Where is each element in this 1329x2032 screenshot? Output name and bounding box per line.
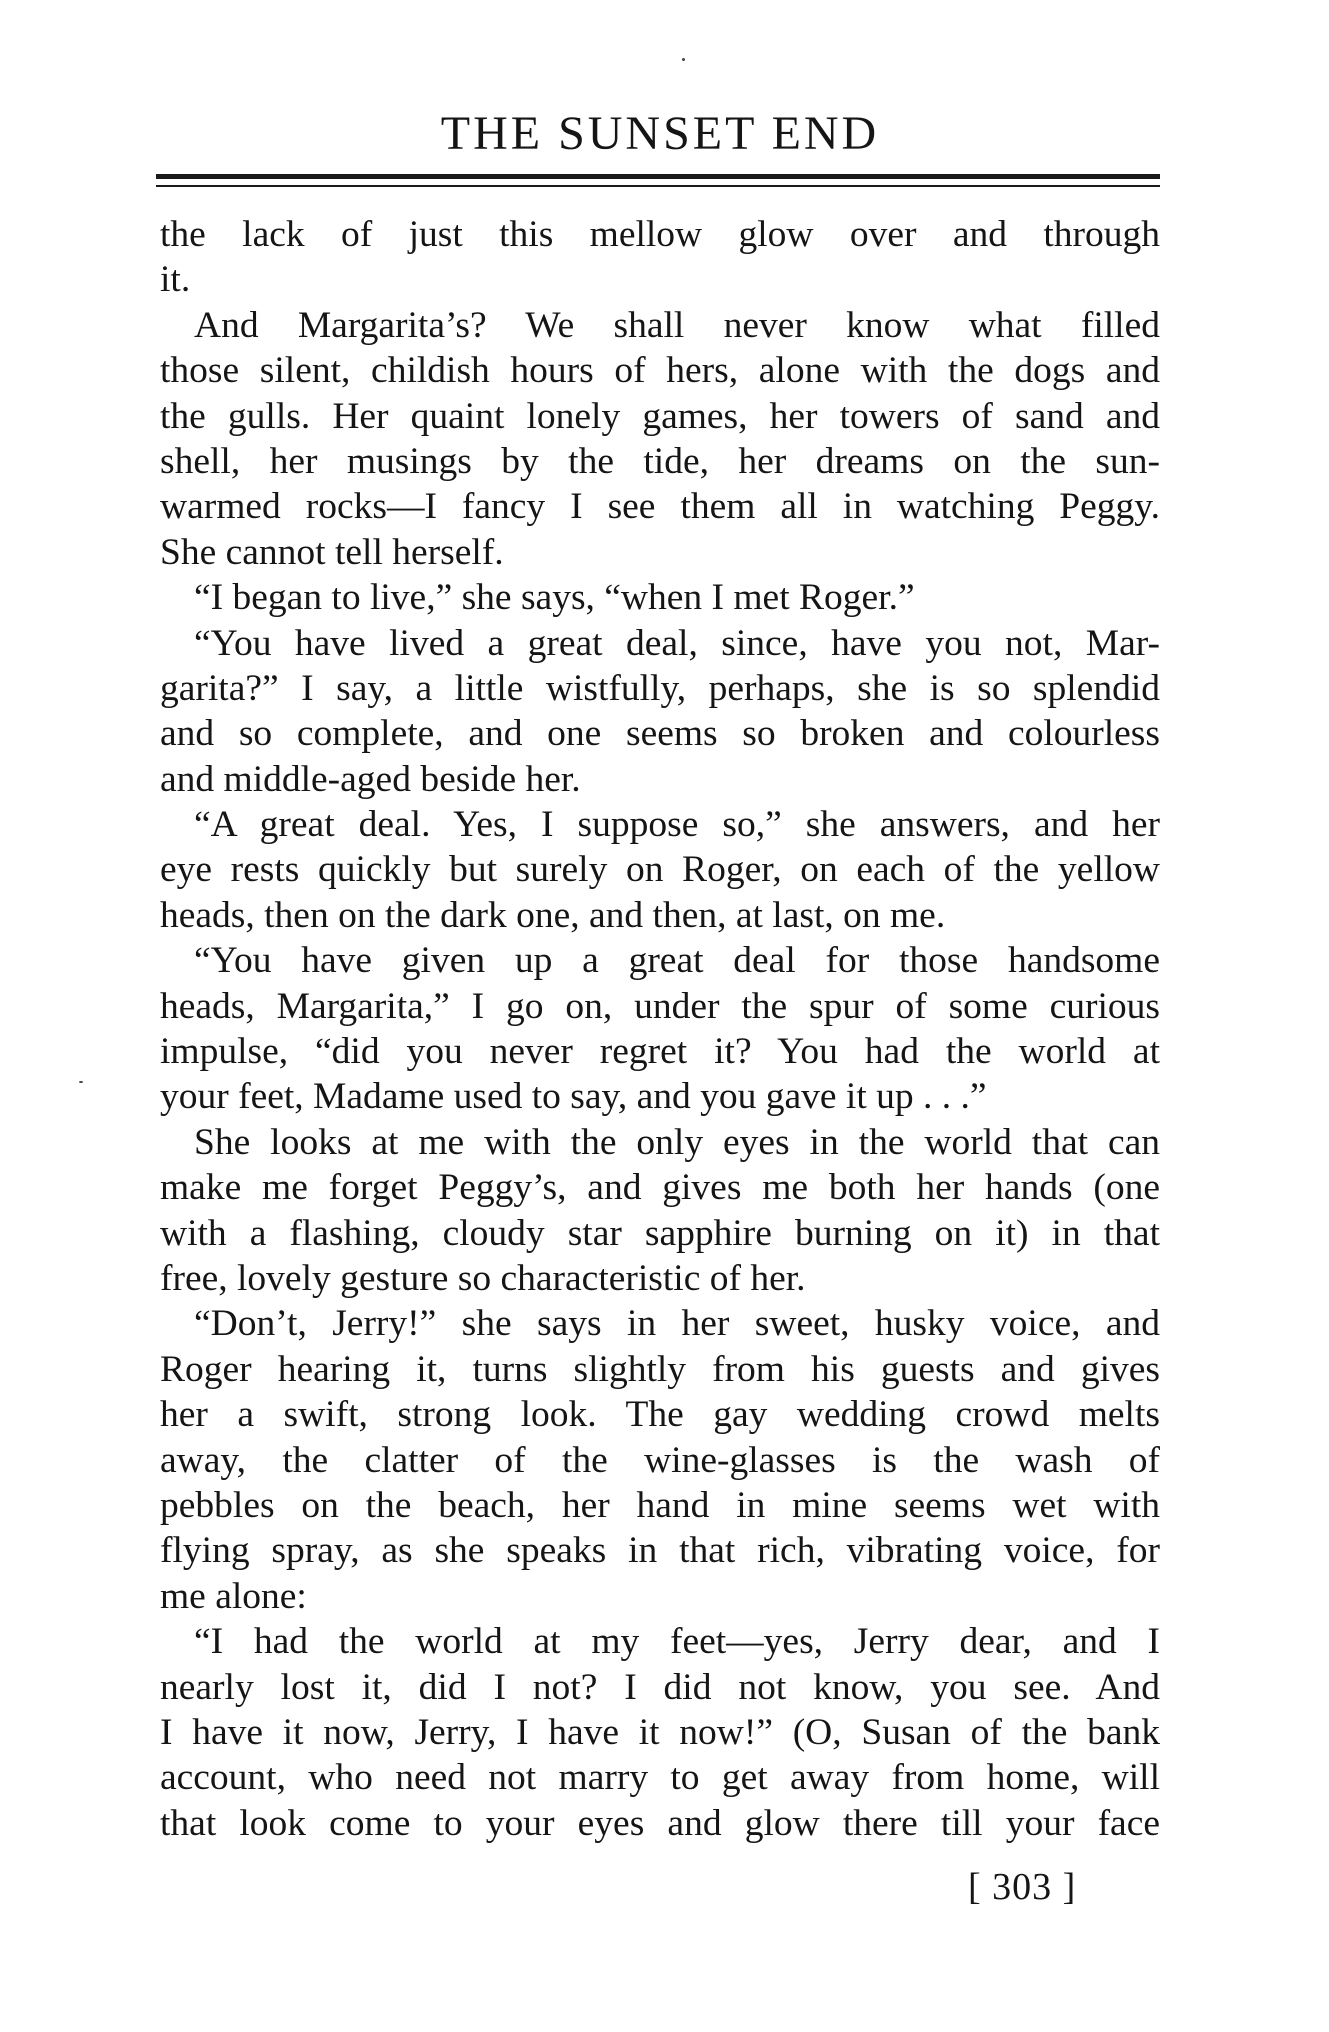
text-line: “I began to live,” she says, “when I met Roger.” xyxy=(194,577,915,619)
text-line: those silent, childish hours of hers, alone with the dogs and xyxy=(160,350,1160,392)
text-line: warmed rocks—I fancy I see them all in watching Peggy. xyxy=(160,486,1160,528)
text-line: it. xyxy=(160,259,191,301)
text-line: your feet, Madame used to say, and you gave it up . . .” xyxy=(160,1076,987,1118)
text-line: eye rests quickly but surely on Roger, on each of the yellow xyxy=(160,849,1160,891)
text-line: heads, Margarita,” I go on, under the spur of some curious xyxy=(160,985,1160,1027)
text-line: garita?” I say, a little wistfully, perhaps, she is so splendid xyxy=(160,667,1160,709)
text-line: that look come to your eyes and glow there till your face xyxy=(160,1802,1160,1844)
text-line: and middle-aged beside her. xyxy=(160,758,581,800)
text-line: pebbles on the beach, her hand in mine seems wet with xyxy=(160,1484,1160,1526)
text-line: the lack of just this mellow glow over and through xyxy=(160,214,1160,255)
text-line: impulse, “did you never regret it? You had the world at xyxy=(160,1031,1160,1073)
header-rule-thin xyxy=(156,185,1160,187)
paper-speck xyxy=(682,58,685,61)
text-line: I have it now, Jerry, I have it now!” (O, Susan of the bank xyxy=(160,1711,1160,1753)
text-line: “I had the world at my feet—yes, Jerry dear, and I xyxy=(194,1621,1160,1663)
text-line: “Don’t, Jerry!” she says in her sweet, husky voice, and xyxy=(194,1303,1160,1345)
text-line: away, the clatter of the wine-glasses is the wash of xyxy=(160,1439,1160,1481)
body-text xyxy=(160,212,1160,1846)
text-line: shell, her musings by the tide, her dreams on the sun- xyxy=(160,440,1160,482)
text-line: heads, then on the dark one, and then, at last, on me. xyxy=(160,894,946,936)
text-line: “You have given up a great deal for those handsome xyxy=(194,940,1160,982)
text-line: Roger hearing it, turns slightly from his guests and gives xyxy=(160,1348,1160,1390)
text-line: with a flashing, cloudy star sapphire burning on it) in that xyxy=(160,1212,1160,1254)
text-line: free, lovely gesture so characteristic of her. xyxy=(160,1257,806,1299)
text-line: me alone: xyxy=(160,1575,307,1617)
text-line: “A great deal. Yes, I suppose so,” she answers, and her xyxy=(194,804,1160,846)
text-line: She cannot tell herself. xyxy=(160,531,504,573)
text-line: and so complete, and one seems so broken and colourless xyxy=(160,713,1160,755)
header-rule-thick xyxy=(156,174,1160,179)
text-line: nearly lost it, did I not? I did not know, you see. And xyxy=(160,1666,1160,1708)
text-line: her a swift, strong look. The gay wedding crowd melts xyxy=(160,1394,1160,1436)
text-line: She looks at me with the only eyes in the world that can xyxy=(194,1121,1160,1163)
text-line: make me forget Peggy’s, and gives me both her hands (one xyxy=(160,1167,1160,1209)
page-number: [ 303 ] xyxy=(968,1866,1077,1908)
text-line: flying spray, as she speaks in that rich, vibrating voice, for xyxy=(160,1530,1160,1572)
paper-speck xyxy=(79,1081,83,1083)
text-line: account, who need not marry to get away from home, will xyxy=(160,1757,1160,1799)
text-line: And Margarita’s? We shall never know what filled xyxy=(194,304,1160,346)
running-title: THE SUNSET END xyxy=(440,107,880,160)
text-line: “You have lived a great deal, since, have you not, Mar- xyxy=(194,622,1160,664)
text-line: the gulls. Her quaint lonely games, her towers of sand and xyxy=(160,395,1160,437)
